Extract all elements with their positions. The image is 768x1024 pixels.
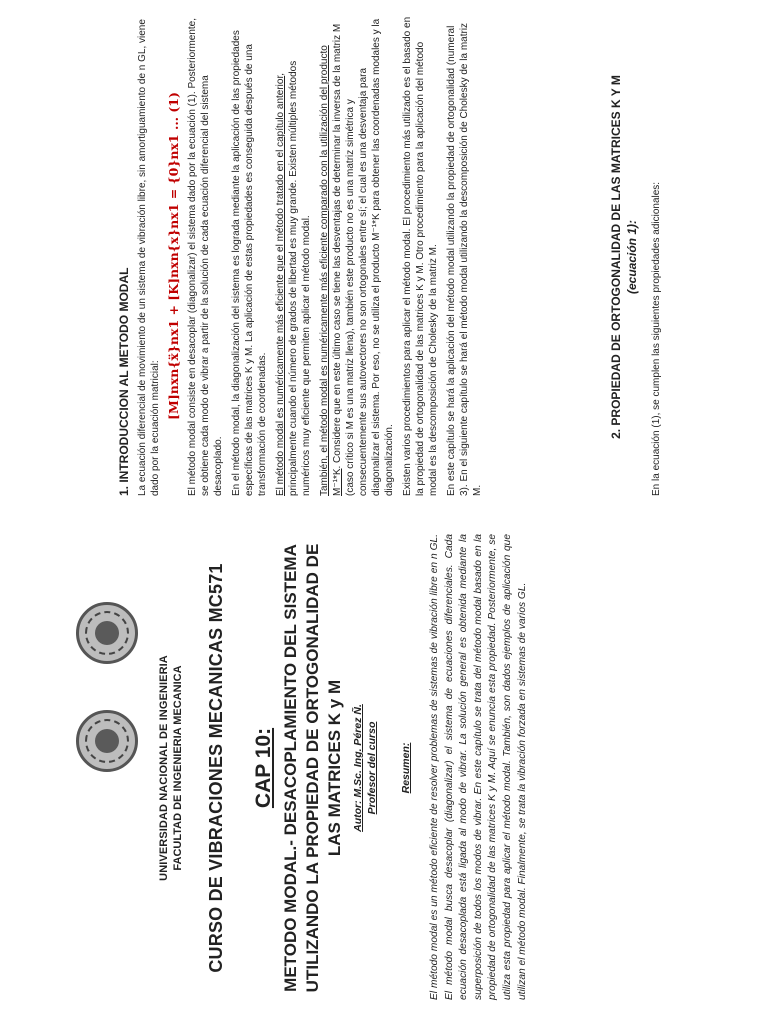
chapter-label: CAP 10:	[252, 727, 275, 809]
paragraph-text: . Considere que en este último caso se tiene las desventajas de determinar la inversa de la matriz M (caso crítico si M es una matriz llena), también este producto no es una matriz simétrica y consecuentemente sus autovectores no son ortogonales entre sí; el cual es una desventaja para diagonalizar el sistema. Por eso, no se utiliza el producto M⁻¹*K para obtener las coordenadas modales y la diagonalización.	[332, 18, 395, 496]
abstract-heading: Resumen:	[400, 742, 412, 794]
section-1-body	[136, 16, 489, 496]
chapter-title: METODO MODAL.- DESACOPLAMIENTO DEL SISTEMA UTILIZANDO LA PROPIEDAD DE ORTOGONALIDAD DE LAS MATRICES K y M	[281, 543, 344, 993]
section-2-body: En la ecuación (1), se cumplen las siguientes propiedades adicionales:	[651, 181, 662, 496]
cover-page	[0, 512, 768, 1024]
faculty-name: FACULTAD DE INGENIERIA MECANICA	[172, 665, 184, 871]
underlined-text: El método modal es numéricamente más eficiente que el método tratado en el capítulo anterior	[275, 75, 286, 496]
paragraph-text: , principalmente cuando el número de grados de libertad es muy grande. Existen múltiples métodos numéricos muy eficiente que permiten aplicar el método modal.	[275, 60, 312, 496]
section-2-subheading: (ecuación 1):	[625, 220, 639, 295]
paragraph: En este capítulo se hará la aplicación del método modal utilizando la propiedad de ortogonalidad (numeral 3). En el siguiente capítulo se hará el método modal utilizando la descomposición de Cholesky de la matriz M.	[446, 22, 483, 496]
author-role: Profesor del curso	[366, 721, 378, 815]
paragraph: En el método modal, la diagonalización del sistema es lograda mediante la aplicación de las propiedades específicas de las matrices K y M. La aplicación de estas propiedades es conseguida después de una transformación de coordenadas.	[231, 30, 268, 496]
paragraph: La ecuación diferencial de movimiento de un sistema de vibración libre, sin amortiguamiento de n GL, viene dado por la ecuación matricial:	[137, 19, 161, 496]
paragraph: El método modal consiste en desacoplar (diagonalizar) el sistema dado por la ecuación (1). Posteriormente, se obtiene cada modo de vibrar a partir de la solución de cada ecuación diferencial del sistema desacoplado.	[187, 17, 224, 496]
section-2-heading: 2. PROPIEDAD DE ORTOGONALIDAD DE LAS MATRICES K Y M	[609, 75, 623, 439]
university-name: UNIVERSIDAD NACIONAL DE INGENIERIA	[158, 655, 170, 881]
author: Autor: M.Sc. Ing. Pérez Ñ.	[352, 704, 364, 832]
equation-1: [M]nxn{ẍ}nx1 + [K]nxn{x}nx1 = {0}nx1 ... (1)	[166, 92, 181, 420]
underlined-text: También, el método modal es numéricamente más eficiente comparado con la utilización del producto M⁻¹*K	[319, 45, 343, 496]
paragraph: Existen varios procedimientos para aplicar el método modal. El procedimiento más utilizado es el basado en la propiedad de ortogonalidad de las matrices K y M. Otro procedimiento para la aplicación del método modal es la descomposición de Cholesky de la matriz M.	[402, 16, 439, 496]
paragraph	[318, 16, 396, 496]
paragraph	[274, 16, 313, 496]
course-title: CURSO DE VIBRACIONES MECANICAS MC571	[206, 563, 226, 973]
section-1-heading: 1. INTRODUCCION AL METODO MODAL	[117, 267, 131, 496]
university-logo	[76, 710, 138, 772]
faculty-logo	[76, 602, 138, 664]
abstract-text: El método modal es un método eficiente de resolver problemas de sistemas de vibración libre en n GL. El método modal busca desacoplar (diagonalizar) el sistema de ecuaciones diferenciales. Cada ecuación desacoplada está ligada al modo de vibrar. La solución general es obtenida mediante la superposición de todos los modos de vibrar. En este capítulo se trata del método modal basado en la propiedad de ortogonalidad de las matrices K y M. Aquí se enuncia esta propiedad. Posteriormente, se utiliza esta propiedad para aplicar el método modal. También, son dados ejemplos de aplicación que utilizan el método modal. Finalmente, se trata la vibración forzada en sistemas de varios GL.	[429, 534, 528, 1000]
